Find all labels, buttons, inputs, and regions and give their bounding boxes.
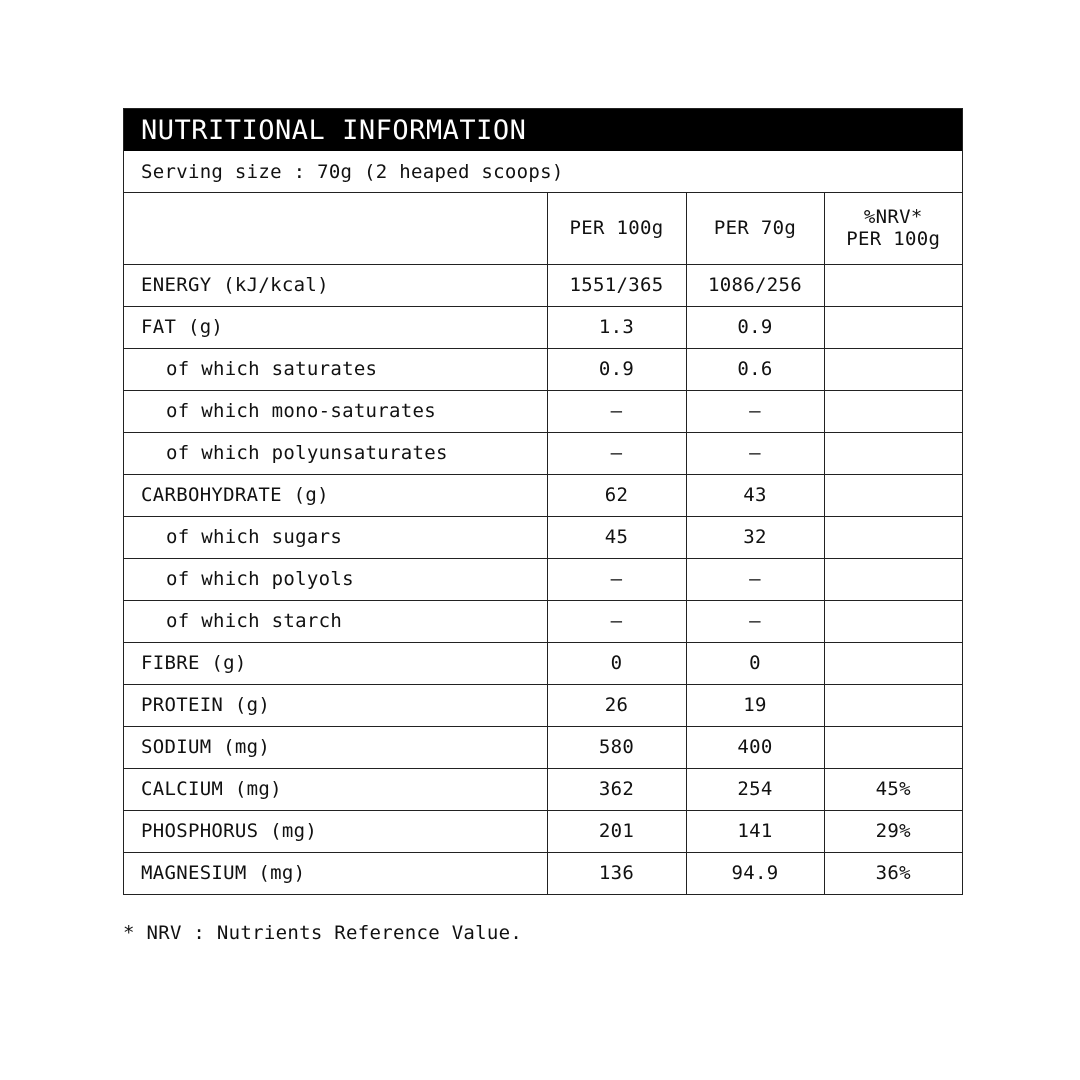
row-label: of which sugars (124, 516, 547, 558)
table-row (124, 852, 962, 894)
table-row (124, 600, 962, 642)
row-per100-value: 1551/365 (547, 264, 686, 306)
row-per70-value: 141 (686, 810, 824, 852)
header-empty-cell (124, 193, 547, 264)
row-label: ENERGY (kJ/kcal) (124, 264, 547, 306)
row-per70-value: 0.6 (686, 348, 824, 390)
row-per100-value: 580 (547, 726, 686, 768)
row-per100-value: 0 (547, 642, 686, 684)
row-per70-value: – (686, 600, 824, 642)
row-per70-value: 254 (686, 768, 824, 810)
row-per70-value: – (686, 558, 824, 600)
header-nrv-line1: %NRV* (863, 206, 923, 229)
row-per100-value: 1.3 (547, 306, 686, 348)
row-per100-value: 0.9 (547, 348, 686, 390)
row-label: CARBOHYDRATE (g) (124, 474, 547, 516)
row-label: of which starch (124, 600, 547, 642)
table-row (124, 474, 962, 516)
table-row (124, 390, 962, 432)
row-per100-value: – (547, 600, 686, 642)
row-per70-value: 32 (686, 516, 824, 558)
table-row (124, 432, 962, 474)
row-per70-value: 0 (686, 642, 824, 684)
table-row (124, 306, 962, 348)
panel-title: NUTRITIONAL INFORMATION (124, 109, 962, 151)
table-row (124, 810, 962, 852)
row-nrv-value (824, 474, 962, 516)
row-label: PHOSPHORUS (mg) (124, 810, 547, 852)
row-nrv-value (824, 306, 962, 348)
header-per70: PER 70g (686, 193, 824, 264)
row-per70-value: 19 (686, 684, 824, 726)
row-per100-value: – (547, 558, 686, 600)
row-per70-value: 43 (686, 474, 824, 516)
serving-size: Serving size : 70g (2 heaped scoops) (124, 151, 962, 193)
row-nrv-value (824, 726, 962, 768)
row-per70-value: 0.9 (686, 306, 824, 348)
row-per100-value: – (547, 390, 686, 432)
table-row (124, 558, 962, 600)
row-nrv-value (824, 516, 962, 558)
header-row (124, 193, 962, 264)
row-per70-value: 1086/256 (686, 264, 824, 306)
row-per100-value: 362 (547, 768, 686, 810)
row-label: MAGNESIUM (mg) (124, 852, 547, 894)
row-nrv-value (824, 684, 962, 726)
nutrition-rows (124, 264, 962, 894)
header-nrv (824, 193, 962, 264)
header-per100: PER 100g (547, 193, 686, 264)
row-label: of which polyols (124, 558, 547, 600)
row-per100-value: 136 (547, 852, 686, 894)
table-row (124, 264, 962, 306)
row-label: FIBRE (g) (124, 642, 547, 684)
row-nrv-value: 36% (824, 852, 962, 894)
row-per70-value: 400 (686, 726, 824, 768)
row-label: PROTEIN (g) (124, 684, 547, 726)
table-row (124, 348, 962, 390)
row-nrv-value (824, 642, 962, 684)
row-per100-value: 62 (547, 474, 686, 516)
table-row (124, 726, 962, 768)
header-nrv-line2: PER 100g (846, 228, 941, 251)
table-row (124, 684, 962, 726)
row-per70-value: 94.9 (686, 852, 824, 894)
table-row (124, 516, 962, 558)
row-per70-value: – (686, 432, 824, 474)
row-nrv-value (824, 432, 962, 474)
row-nrv-value (824, 600, 962, 642)
row-nrv-value (824, 390, 962, 432)
row-per100-value: – (547, 432, 686, 474)
table-row (124, 768, 962, 810)
row-label: of which polyunsaturates (124, 432, 547, 474)
row-per100-value: 45 (547, 516, 686, 558)
table-row (124, 642, 962, 684)
row-label: CALCIUM (mg) (124, 768, 547, 810)
row-label: FAT (g) (124, 306, 547, 348)
nutrition-panel (123, 108, 963, 895)
row-nrv-value: 45% (824, 768, 962, 810)
row-label: of which mono-saturates (124, 390, 547, 432)
nutrition-table (124, 193, 962, 894)
row-label: of which saturates (124, 348, 547, 390)
row-per100-value: 201 (547, 810, 686, 852)
row-per70-value: – (686, 390, 824, 432)
row-label: SODIUM (mg) (124, 726, 547, 768)
row-nrv-value (824, 264, 962, 306)
row-nrv-value: 29% (824, 810, 962, 852)
nrv-footnote: * NRV : Nutrients Reference Value. (123, 922, 523, 944)
row-nrv-value (824, 558, 962, 600)
row-nrv-value (824, 348, 962, 390)
row-per100-value: 26 (547, 684, 686, 726)
